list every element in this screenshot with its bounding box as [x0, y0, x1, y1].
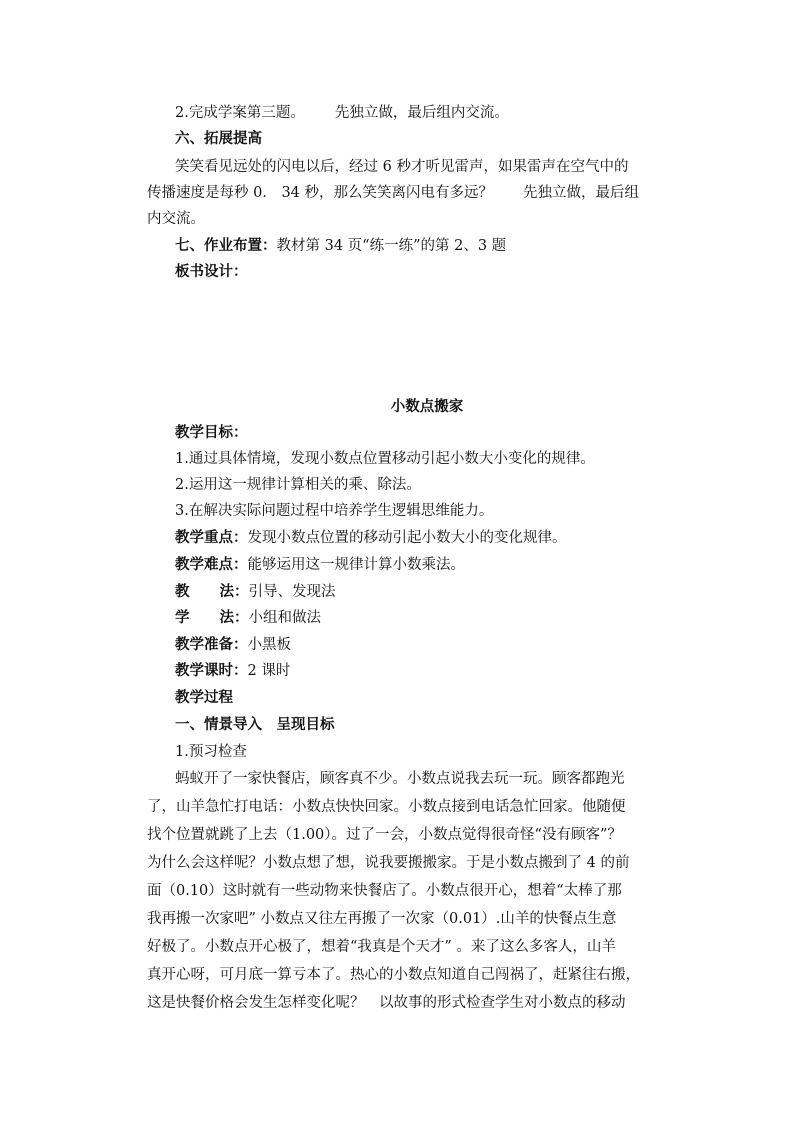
extend-method: 先独立做，最后组 [523, 185, 640, 201]
teach-method-label-a: 教 [175, 583, 190, 600]
homework-line [175, 233, 675, 259]
key-point-text: 发现小数点位置的移动引起小数大小的变化规律。 [247, 530, 567, 546]
task-2-text: 2.完成学案第三题。 [175, 105, 305, 121]
story-line-4: 为什么会这样呢？小数点想了想，说我要搬搬家。于是小数点搬到了 4 的前 [147, 855, 630, 871]
key-point-label: 教学重点： [175, 529, 248, 546]
prep-line [175, 632, 675, 658]
board-design-label: 板书设计： [175, 263, 248, 280]
objective-3: 3.在解决实际问题过程中培养学生逻辑思维能力。 [175, 503, 494, 519]
story-line-8: 真开心呀，可月底一算亏本了。热心的小数点知道自己闯祸了，赶紧往右搬， [147, 967, 640, 983]
objective-1: 1.通过具体情境，发现小数点位置移动引起小数大小变化的规律。 [175, 451, 595, 467]
hours-text: 2 课时 [247, 663, 291, 679]
learn-method-label-b: 法： [219, 609, 249, 626]
difficulty-line [175, 552, 675, 578]
learn-method-label-a: 学 [175, 609, 190, 626]
teach-method-line [175, 579, 675, 605]
process-label: 教学过程 [175, 689, 233, 706]
heading-extend: 六、拓展提高 [175, 130, 262, 147]
extend-line-2-text: 传播速度是每秒 0． 34 秒，那么笑笑离闪电有多远？ [147, 185, 494, 201]
story-line-2: 了，山羊急忙打电话：小数点快快回家。小数点接到电话急忙回家。他随便 [147, 799, 626, 815]
hours-label: 教学课时： [175, 662, 248, 679]
teach-method-label-b: 法： [219, 583, 249, 600]
lesson-title: 小数点搬家 [390, 398, 464, 415]
difficulty-label: 教学难点： [175, 556, 248, 573]
story-line-3: 找个位置就跳了上去（1.00）。过了一会，小数点觉得很奇怪“没有顾客”？ [147, 827, 622, 843]
prep-text: 小黑板 [247, 637, 291, 653]
homework-label: 七、作业布置： [175, 237, 277, 254]
task-2-method: 先独立做，最后组内交流。 [334, 105, 509, 121]
hours-line [175, 658, 675, 684]
prep-label: 教学准备： [175, 636, 248, 653]
difficulty-text: 能够运用这一规律计算小数乘法。 [247, 557, 465, 573]
objectives-label: 教学目标： [175, 424, 248, 441]
story-line-5: 面（0.10）这时就有一些动物来快餐店了。小数点很开心，想着“太棒了那 [147, 883, 622, 899]
key-point-line [175, 525, 675, 551]
story-line-6: 我再搬一次家吧” 小数点又往左再搬了一次家（0.01）.山羊的快餐点生意 [147, 911, 617, 927]
story-line-7: 好极了。小数点开心极了，想着“我真是个天才” 。来了这么多客人，山羊 [147, 939, 616, 955]
objective-2: 2.运用这一规律计算相关的乘、除法。 [175, 477, 421, 493]
homework-text: 教材第 34 页“练一练”的第 2、3 题 [276, 238, 507, 254]
extend-line-3: 内交流。 [147, 211, 205, 227]
story-line-9: 这是快餐价格会发生怎样变化呢？ 以故事的形式检查学生对小数点的移动 [147, 995, 626, 1011]
extend-line-2 [147, 180, 675, 206]
teach-method-text: 引导、发现法 [248, 584, 336, 600]
task-2-line [175, 100, 675, 126]
story-line-1: 蚂蚁开了一家快餐店，顾客真不少。小数点说我去玩一玩。顾客都跑光 [175, 771, 625, 787]
learn-method-text: 小组和做法 [248, 610, 321, 626]
extend-line-1: 笑笑看见远处的闪电以后，经过 6 秒才听见雷声，如果雷声在空气中的 [175, 159, 629, 175]
heading-intro: 一、情景导入 呈现目标 [175, 716, 335, 733]
preview-check: 1.预习检查 [175, 744, 247, 760]
learn-method-line [175, 605, 675, 631]
